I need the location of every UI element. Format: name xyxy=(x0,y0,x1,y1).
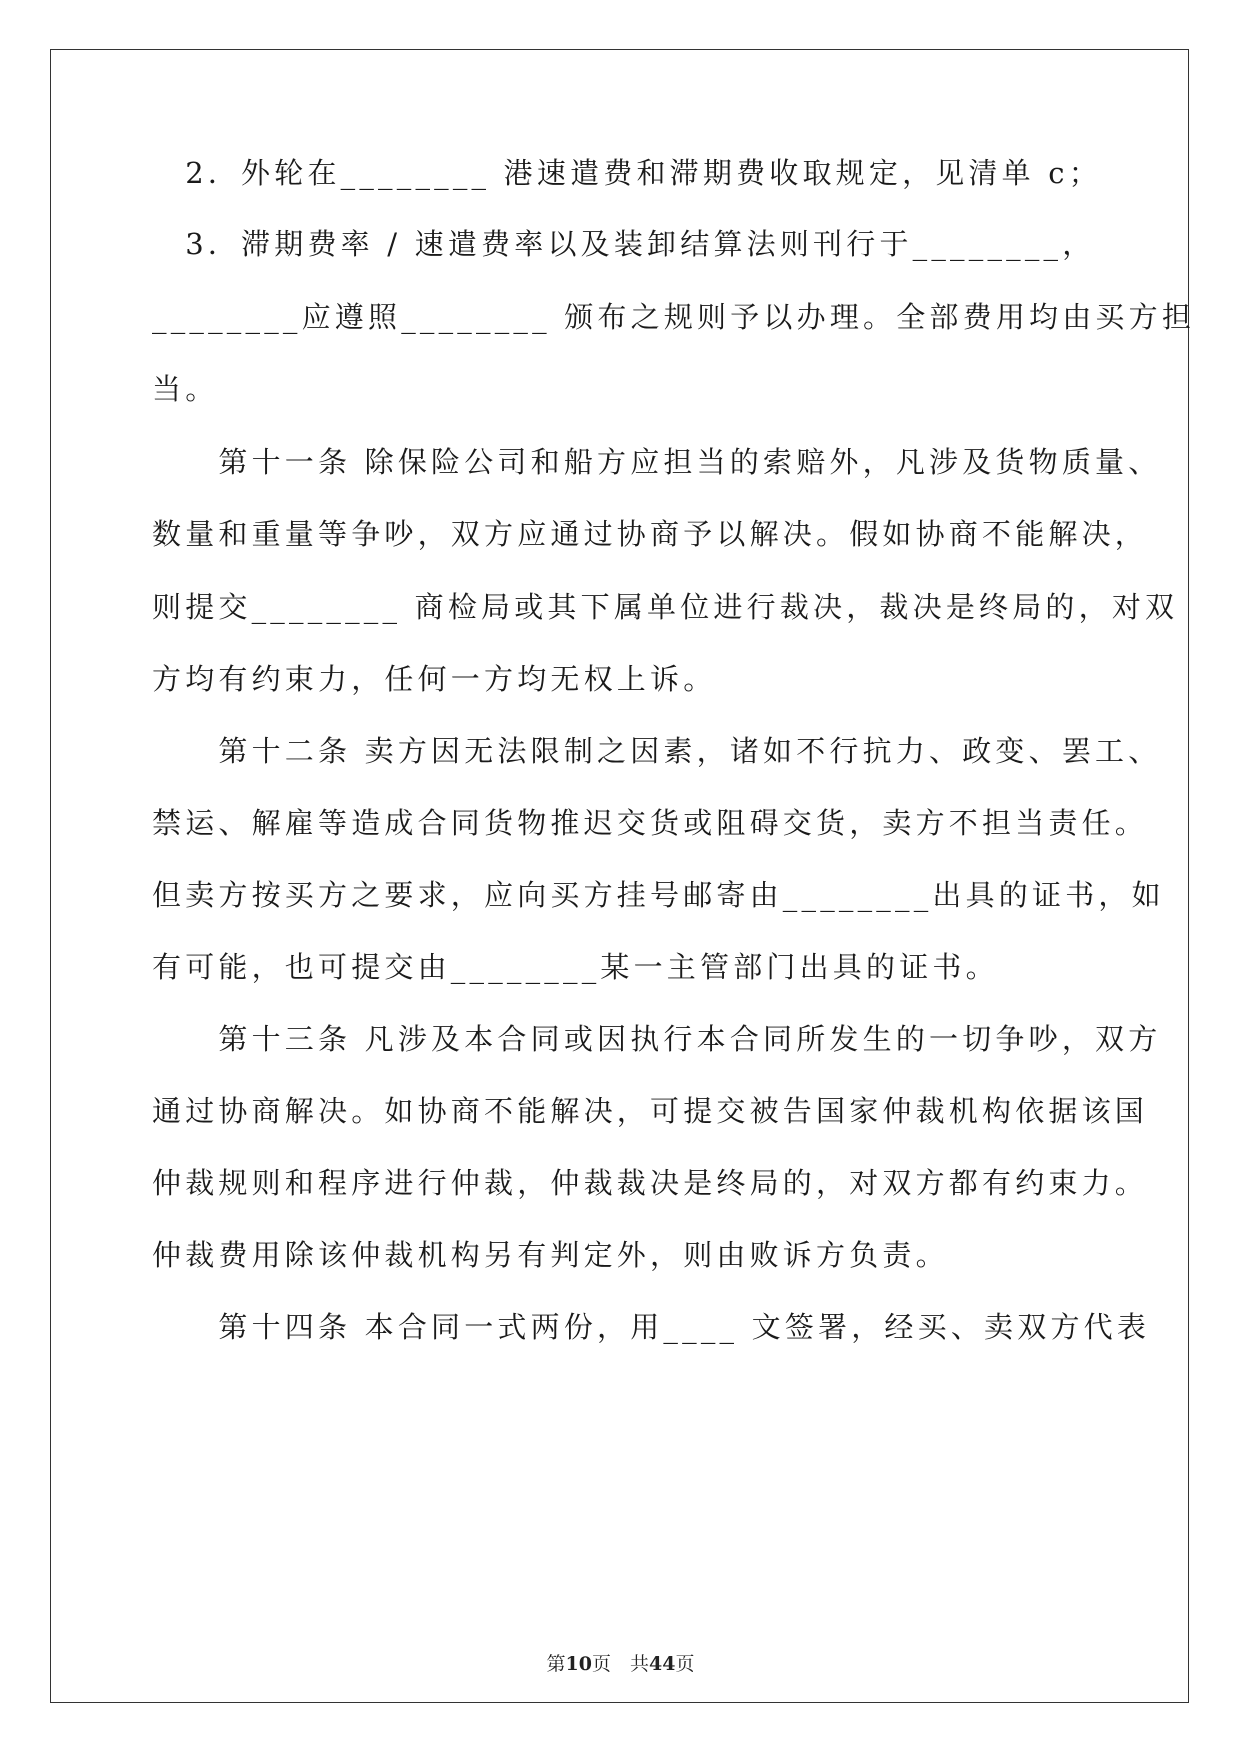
text-line: 数量和重量等争吵，双方应通过协商予以解决。假如协商不能解决， xyxy=(152,517,1149,551)
text-line: 仲裁规则和程序进行仲裁，仲裁裁决是终局的，对双方都有约束力。 xyxy=(152,1166,1149,1200)
text-line: 通过协商解决。如协商不能解决，可提交被告国家仲裁机构依据该国 xyxy=(152,1094,1149,1128)
footer-prefix: 第 xyxy=(546,1653,566,1675)
total-pages: 44 xyxy=(649,1653,676,1675)
text-line: 第十四条 本合同一式两份，用____ 文签署，经买、卖双方代表 xyxy=(152,1310,1151,1344)
text-line: 有可能，也可提交由________某一主管部门出具的证书。 xyxy=(152,950,999,984)
text-line: 方均有约束力，任何一方均无权上诉。 xyxy=(152,662,717,696)
footer-total-suffix: 页 xyxy=(675,1653,695,1675)
text-line: 则提交________ 商检局或其下属单位进行裁决，裁决是终局的，对双 xyxy=(152,590,1179,624)
text-line: 但卖方按买方之要求，应向买方挂号邮寄由________出具的证书，如 xyxy=(152,878,1165,912)
text-line: 第十二条 卖方因无法限制之因素，诸如不行抗力、政变、罢工、 xyxy=(152,734,1162,768)
footer-total-prefix: 共 xyxy=(630,1653,650,1675)
page-number: 10 xyxy=(565,1653,592,1675)
text-line: 禁运、解雇等造成合同货物推迟交货或阻碍交货，卖方不担当责任。 xyxy=(152,806,1149,840)
text-line: 仲裁费用除该仲裁机构另有判定外，则由败诉方负责。 xyxy=(152,1238,949,1272)
text-line: 2．外轮在________ 港速遣费和滞期费收取规定，见清单 c； xyxy=(152,156,1102,190)
text-line: 当。 xyxy=(152,372,219,406)
text-line: ________应遵照________ 颁布之规则予以办理。全部费用均由买方担 xyxy=(152,300,1196,334)
text-line: 3．滞期费率 / 速遣费率以及装卸结算法则刊行于________， xyxy=(152,227,1096,261)
footer-page-suffix: 页 xyxy=(591,1653,611,1675)
page-footer xyxy=(0,1652,1241,1676)
text-line: 第十三条 凡涉及本合同或因执行本合同所发生的一切争吵，双方 xyxy=(152,1022,1162,1056)
text-line: 第十一条 除保险公司和船方应担当的索赔外，凡涉及货物质量、 xyxy=(152,445,1162,479)
